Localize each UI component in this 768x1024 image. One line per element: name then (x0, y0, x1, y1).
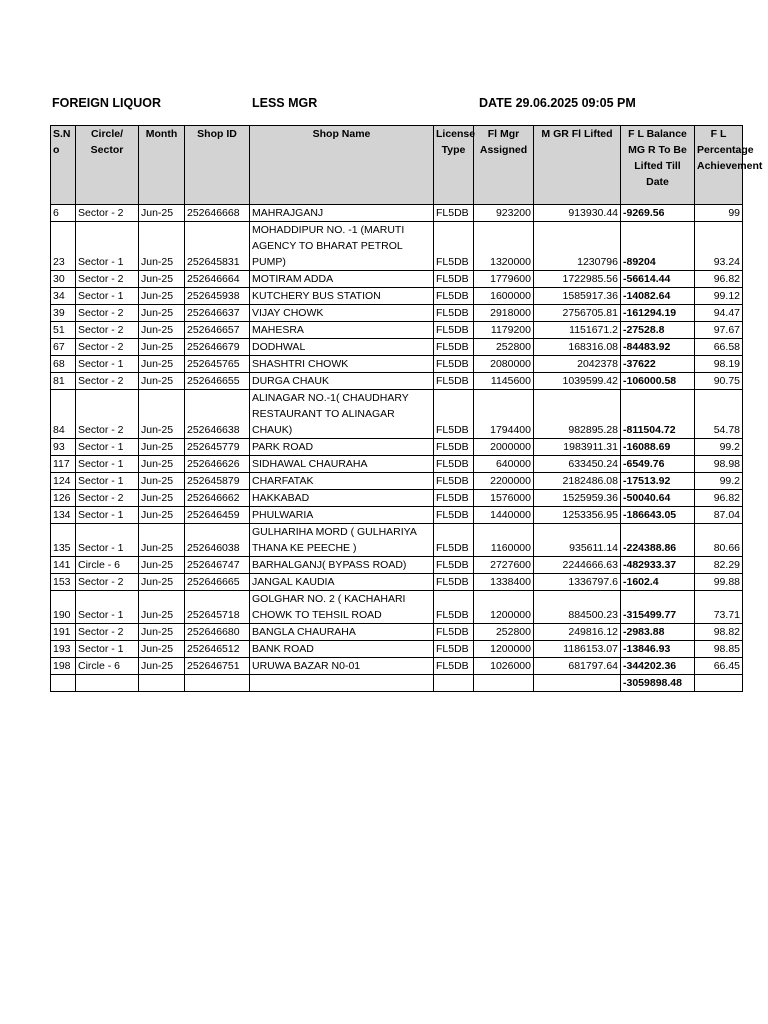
table-cell: 135 (51, 524, 76, 557)
table-cell: 252646626 (185, 456, 250, 473)
table-cell: Sector - 1 (76, 222, 139, 271)
table-cell: Circle - 6 (76, 557, 139, 574)
table-cell: 252645831 (185, 222, 250, 271)
table-cell: 252646680 (185, 624, 250, 641)
table-cell: 2182486.08 (534, 473, 621, 490)
table-cell: 93.24 (695, 222, 743, 271)
table-cell: 90.75 (695, 373, 743, 390)
table-cell: GULHARIHA MORD ( GULHARIYA THANA KE PEECHE ) (250, 524, 434, 557)
table-cell: Jun-25 (139, 390, 185, 439)
table-cell: 98.19 (695, 356, 743, 373)
report-title: FOREIGN LIQUOR (52, 96, 162, 110)
table-cell: Sector - 2 (76, 574, 139, 591)
table-cell (76, 675, 139, 692)
table-cell: -9269.56 (621, 205, 695, 222)
table-cell: 252800 (474, 624, 534, 641)
table-cell: -13846.93 (621, 641, 695, 658)
table-cell: 1179200 (474, 322, 534, 339)
table-cell: 193 (51, 641, 76, 658)
table-cell: Jun-25 (139, 557, 185, 574)
table-cell: BANGLA CHAURAHA (250, 624, 434, 641)
table-cell: 252645765 (185, 356, 250, 373)
table-header-row (51, 126, 743, 205)
table-cell: -89204 (621, 222, 695, 271)
table-row (51, 591, 743, 624)
table-cell: 30 (51, 271, 76, 288)
table-cell: FL5DB (434, 222, 474, 271)
table-cell: 1600000 (474, 288, 534, 305)
table-cell: 1320000 (474, 222, 534, 271)
table-cell: 252800 (474, 339, 534, 356)
table-cell (695, 675, 743, 692)
table-cell: FL5DB (434, 507, 474, 524)
table-cell: 117 (51, 456, 76, 473)
table-cell: 252646665 (185, 574, 250, 591)
table-cell: 1039599.42 (534, 373, 621, 390)
table-cell: 81 (51, 373, 76, 390)
table-cell: Jun-25 (139, 373, 185, 390)
table-cell: 191 (51, 624, 76, 641)
table-cell: VIJAY CHOWK (250, 305, 434, 322)
table-cell: Jun-25 (139, 490, 185, 507)
table-cell: 252646655 (185, 373, 250, 390)
table-cell: -14082.64 (621, 288, 695, 305)
column-header: S.N o (51, 126, 76, 205)
table-cell: 73.71 (695, 591, 743, 624)
table-cell: 66.45 (695, 658, 743, 675)
table-cell: 252645779 (185, 439, 250, 456)
column-header: F L Percentage Achievement (695, 126, 743, 205)
table-cell: Sector - 1 (76, 524, 139, 557)
table-cell: FL5DB (434, 356, 474, 373)
table-cell: Jun-25 (139, 641, 185, 658)
table-cell: FL5DB (434, 305, 474, 322)
table-cell: 935611.14 (534, 524, 621, 557)
table-row (51, 641, 743, 658)
table-cell: Sector - 2 (76, 373, 139, 390)
table-cell: Sector - 1 (76, 641, 139, 658)
table-cell: 99.12 (695, 288, 743, 305)
table-cell: 1200000 (474, 641, 534, 658)
column-header: Month (139, 126, 185, 205)
table-cell: 98.82 (695, 624, 743, 641)
table-cell: 1338400 (474, 574, 534, 591)
table-cell: 34 (51, 288, 76, 305)
table-cell: SIDHAWAL CHAURAHA (250, 456, 434, 473)
table-cell: 252646668 (185, 205, 250, 222)
table-row (51, 205, 743, 222)
table-cell: Sector - 2 (76, 390, 139, 439)
table-cell (534, 675, 621, 692)
table-row (51, 322, 743, 339)
table-row (51, 557, 743, 574)
table-row (51, 373, 743, 390)
table-cell: 1779600 (474, 271, 534, 288)
table-cell: ALINAGAR NO.-1( CHAUDHARY RESTAURANT TO ALINAGAR CHAUK) (250, 390, 434, 439)
table-cell: Jun-25 (139, 305, 185, 322)
table-cell: FL5DB (434, 322, 474, 339)
table-cell: 98.85 (695, 641, 743, 658)
table-cell: 2918000 (474, 305, 534, 322)
table-cell: 99.88 (695, 574, 743, 591)
table-cell: Jun-25 (139, 356, 185, 373)
table-cell: 252646751 (185, 658, 250, 675)
table-cell: FL5DB (434, 557, 474, 574)
table-cell: Sector - 2 (76, 490, 139, 507)
table-cell: BARHALGANJ( BYPASS ROAD) (250, 557, 434, 574)
table-cell: Circle - 6 (76, 658, 139, 675)
table-cell: Jun-25 (139, 288, 185, 305)
table-cell: Jun-25 (139, 591, 185, 624)
table-cell (434, 675, 474, 692)
table-cell: FL5DB (434, 373, 474, 390)
table-cell (250, 675, 434, 692)
table-cell: Jun-25 (139, 439, 185, 456)
table-cell: BANK ROAD (250, 641, 434, 658)
table-row (51, 507, 743, 524)
table-cell: 252646459 (185, 507, 250, 524)
table-cell: GOLGHAR NO. 2 ( KACHAHARI CHOWK TO TEHSIL ROAD (250, 591, 434, 624)
table-cell: 80.66 (695, 524, 743, 557)
table-cell: -27528.8 (621, 322, 695, 339)
table-cell: 1576000 (474, 490, 534, 507)
table-cell: FL5DB (434, 205, 474, 222)
table-cell: PARK ROAD (250, 439, 434, 456)
column-header: Circle/ Sector (76, 126, 139, 205)
table-cell: 1722985.56 (534, 271, 621, 288)
table-cell: FL5DB (434, 591, 474, 624)
table-cell: 252646038 (185, 524, 250, 557)
table-cell: Jun-25 (139, 222, 185, 271)
table-cell: 82.29 (695, 557, 743, 574)
table-cell: Sector - 2 (76, 624, 139, 641)
column-header: License Type (434, 126, 474, 205)
table-cell: Jun-25 (139, 339, 185, 356)
table-cell: FL5DB (434, 339, 474, 356)
table-cell: 87.04 (695, 507, 743, 524)
column-header: M GR Fl Lifted (534, 126, 621, 205)
table-cell: Jun-25 (139, 574, 185, 591)
table-cell: 134 (51, 507, 76, 524)
table-cell: MOHADDIPUR NO. -1 (MARUTI AGENCY TO BHARAT PETROL PUMP) (250, 222, 434, 271)
table-cell: MAHRAJGANJ (250, 205, 434, 222)
table-cell: DODHWAL (250, 339, 434, 356)
table-cell: Sector - 2 (76, 305, 139, 322)
table-cell: Sector - 2 (76, 322, 139, 339)
table-cell: 2080000 (474, 356, 534, 373)
table-cell: Jun-25 (139, 624, 185, 641)
table-cell: 68 (51, 356, 76, 373)
table-cell: KUTCHERY BUS STATION (250, 288, 434, 305)
table-cell: 2756705.81 (534, 305, 621, 322)
table-row (51, 339, 743, 356)
table-cell: 1794400 (474, 390, 534, 439)
table-cell: 141 (51, 557, 76, 574)
table-cell: Sector - 1 (76, 356, 139, 373)
table-cell: 252646638 (185, 390, 250, 439)
table-cell: 1200000 (474, 591, 534, 624)
table-cell: FL5DB (434, 288, 474, 305)
table-cell: 2042378 (534, 356, 621, 373)
table-cell: FL5DB (434, 390, 474, 439)
table-cell: 884500.23 (534, 591, 621, 624)
table-row (51, 473, 743, 490)
table-row (51, 490, 743, 507)
table-cell: 96.82 (695, 490, 743, 507)
table-cell: 252646679 (185, 339, 250, 356)
table-cell: -84483.92 (621, 339, 695, 356)
table-cell: FL5DB (434, 658, 474, 675)
table-cell: FL5DB (434, 574, 474, 591)
table-cell: 2727600 (474, 557, 534, 574)
table-cell: 99.2 (695, 439, 743, 456)
table-cell: FL5DB (434, 473, 474, 490)
table-cell: Sector - 2 (76, 339, 139, 356)
table-cell: -37622 (621, 356, 695, 373)
table-cell: -2983.88 (621, 624, 695, 641)
table-cell: Sector - 1 (76, 288, 139, 305)
table-cell: 97.67 (695, 322, 743, 339)
table-cell: Jun-25 (139, 456, 185, 473)
report-date: DATE 29.06.2025 09:05 PM (479, 96, 636, 110)
table-cell: FL5DB (434, 641, 474, 658)
table-cell: 54.78 (695, 390, 743, 439)
table-cell: -224388.86 (621, 524, 695, 557)
table-cell: FL5DB (434, 439, 474, 456)
table-row (51, 288, 743, 305)
table-cell: FL5DB (434, 524, 474, 557)
table-cell: 98.98 (695, 456, 743, 473)
table-cell: 252646747 (185, 557, 250, 574)
table-cell: 1440000 (474, 507, 534, 524)
table-cell: -482933.37 (621, 557, 695, 574)
table-cell: Sector - 1 (76, 439, 139, 456)
table-cell: Jun-25 (139, 524, 185, 557)
table-cell: Sector - 2 (76, 271, 139, 288)
table-cell: 681797.64 (534, 658, 621, 675)
table-cell: JANGAL KAUDIA (250, 574, 434, 591)
table-cell: Jun-25 (139, 271, 185, 288)
table-cell: 1585917.36 (534, 288, 621, 305)
table-cell: FL5DB (434, 456, 474, 473)
table-cell: 1230796 (534, 222, 621, 271)
table-cell (185, 675, 250, 692)
table-cell: 99 (695, 205, 743, 222)
table-cell: 198 (51, 658, 76, 675)
table-cell (474, 675, 534, 692)
table-cell: FL5DB (434, 624, 474, 641)
table-cell: FL5DB (434, 490, 474, 507)
table-cell: Jun-25 (139, 322, 185, 339)
table-cell: 1145600 (474, 373, 534, 390)
table-cell: -1602.4 (621, 574, 695, 591)
table-cell: SHASHTRI CHOWK (250, 356, 434, 373)
table-cell: -17513.92 (621, 473, 695, 490)
table-cell: 96.82 (695, 271, 743, 288)
table-cell: 252646664 (185, 271, 250, 288)
table-cell: 1186153.07 (534, 641, 621, 658)
table-cell: -186643.05 (621, 507, 695, 524)
table-cell (51, 675, 76, 692)
table-cell: -16088.69 (621, 439, 695, 456)
table-cell: PHULWARIA (250, 507, 434, 524)
table-cell: Sector - 1 (76, 507, 139, 524)
table-cell: 252646662 (185, 490, 250, 507)
table-row (51, 305, 743, 322)
table-cell: 252645938 (185, 288, 250, 305)
column-header: Shop Name (250, 126, 434, 205)
table-cell: 39 (51, 305, 76, 322)
table-cell: Sector - 1 (76, 456, 139, 473)
table-row (51, 439, 743, 456)
table-row (51, 222, 743, 271)
table-cell: 153 (51, 574, 76, 591)
table-cell: 23 (51, 222, 76, 271)
table-cell: -106000.58 (621, 373, 695, 390)
table-cell: 1160000 (474, 524, 534, 557)
table-cell: Jun-25 (139, 205, 185, 222)
table-cell: MOTIRAM ADDA (250, 271, 434, 288)
table-cell: -50040.64 (621, 490, 695, 507)
table-cell: Sector - 2 (76, 205, 139, 222)
table-cell: CHARFATAK (250, 473, 434, 490)
table-row (51, 658, 743, 675)
table-cell: Jun-25 (139, 507, 185, 524)
table-cell: 1026000 (474, 658, 534, 675)
table-cell: 124 (51, 473, 76, 490)
table-row (51, 456, 743, 473)
table-cell: 1151671.2 (534, 322, 621, 339)
table-cell: 99.2 (695, 473, 743, 490)
table-cell: -161294.19 (621, 305, 695, 322)
total-row (51, 675, 743, 692)
table-cell: FL5DB (434, 271, 474, 288)
table-cell: 6 (51, 205, 76, 222)
table-cell: 252646657 (185, 322, 250, 339)
table-cell: 2244666.63 (534, 557, 621, 574)
table-cell: -315499.77 (621, 591, 695, 624)
table-cell: -344202.36 (621, 658, 695, 675)
table-cell (139, 675, 185, 692)
table-cell: 93 (51, 439, 76, 456)
table-cell: -6549.76 (621, 456, 695, 473)
table-cell: 252646512 (185, 641, 250, 658)
table-cell: Jun-25 (139, 658, 185, 675)
table-cell: 252646637 (185, 305, 250, 322)
table-cell: 913930.44 (534, 205, 621, 222)
table-cell: Jun-25 (139, 473, 185, 490)
table-cell: Sector - 1 (76, 473, 139, 490)
table-row (51, 624, 743, 641)
table-cell: URUWA BAZAR N0-01 (250, 658, 434, 675)
table-cell: HAKKABAD (250, 490, 434, 507)
table-row (51, 524, 743, 557)
table-cell: -811504.72 (621, 390, 695, 439)
table-cell: 67 (51, 339, 76, 356)
table-row (51, 390, 743, 439)
table-cell: 190 (51, 591, 76, 624)
column-header: F L Balance MG R To Be Lifted Till Date (621, 126, 695, 205)
table-cell: 2000000 (474, 439, 534, 456)
table-cell: 252645718 (185, 591, 250, 624)
report-subtitle: LESS MGR (252, 96, 318, 110)
column-header: Fl Mgr Assigned (474, 126, 534, 205)
table-cell: DURGA CHAUK (250, 373, 434, 390)
table-cell: 66.58 (695, 339, 743, 356)
table-cell: 1336797.6 (534, 574, 621, 591)
table-cell: 1525959.36 (534, 490, 621, 507)
table-cell: 84 (51, 390, 76, 439)
table-cell: 1253356.95 (534, 507, 621, 524)
table-cell: -56614.44 (621, 271, 695, 288)
table-cell: 168316.08 (534, 339, 621, 356)
table-row (51, 574, 743, 591)
table-cell: 94.47 (695, 305, 743, 322)
table-cell: 633450.24 (534, 456, 621, 473)
table-cell: Sector - 1 (76, 591, 139, 624)
table-cell: 252645879 (185, 473, 250, 490)
table-cell: 982895.28 (534, 390, 621, 439)
table-cell: 1983911.31 (534, 439, 621, 456)
table-cell: 249816.12 (534, 624, 621, 641)
table-row (51, 356, 743, 373)
table-cell: 2200000 (474, 473, 534, 490)
table-row (51, 271, 743, 288)
table-cell: MAHESRA (250, 322, 434, 339)
table-cell: 126 (51, 490, 76, 507)
column-header: Shop ID (185, 126, 250, 205)
table-cell: 923200 (474, 205, 534, 222)
table-cell: 640000 (474, 456, 534, 473)
table-cell: 51 (51, 322, 76, 339)
liquor-table (50, 125, 763, 692)
total-balance: -3059898.48 (621, 675, 695, 692)
